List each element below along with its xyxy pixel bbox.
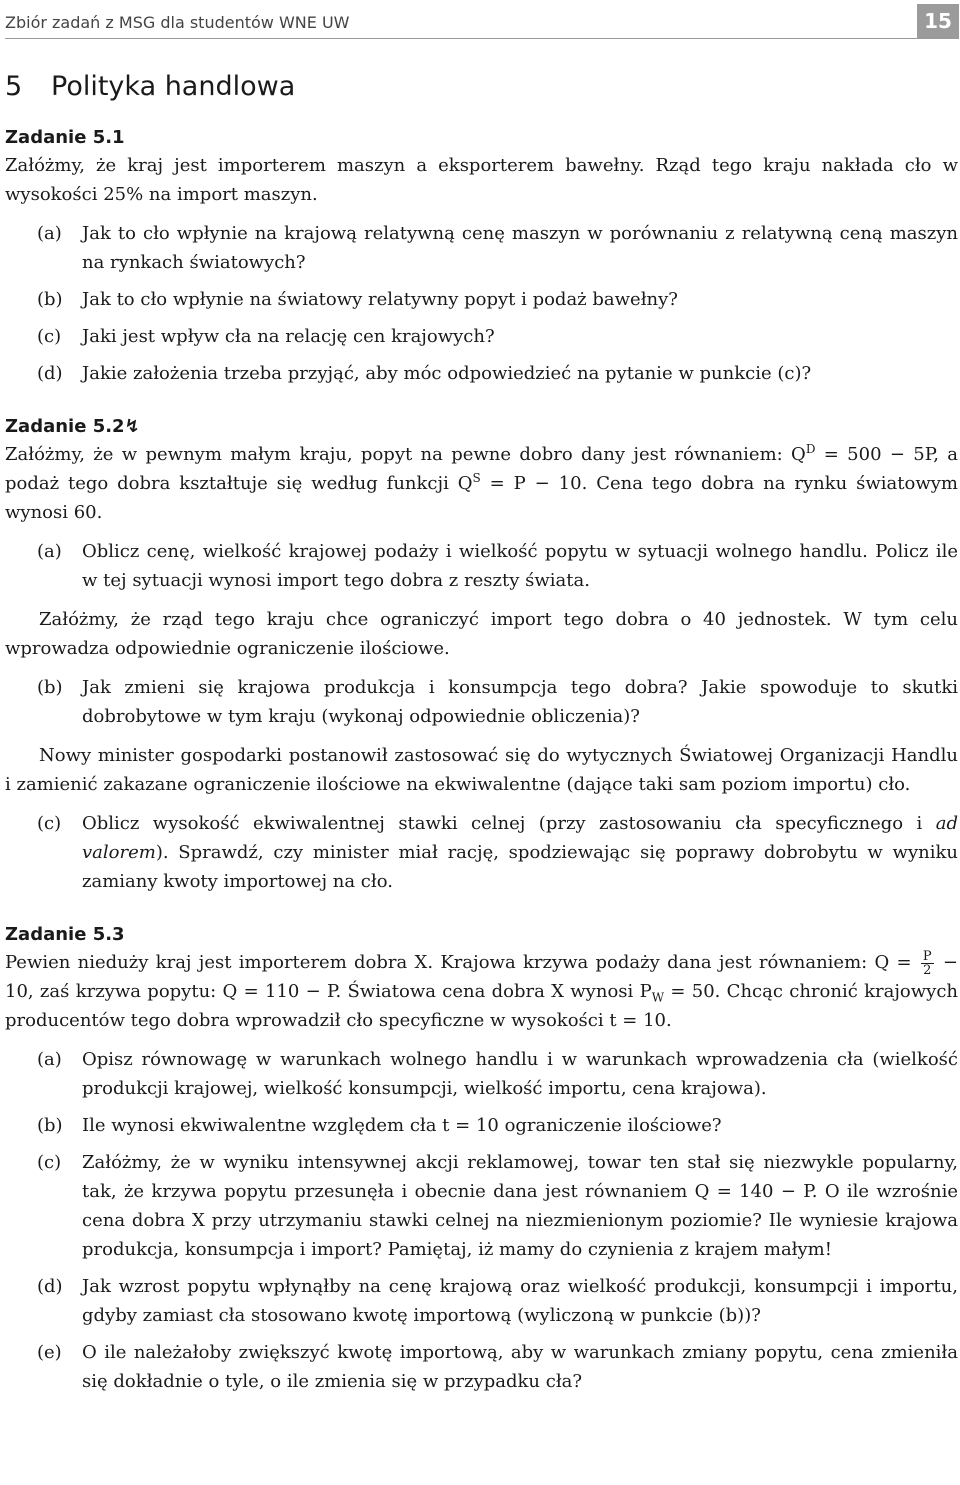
intro-text: Załóżmy, że w pewnym małym kraju, popyt na pewne dobro dany jest równaniem: Q [5,444,806,465]
intro-text: Pewien nieduży kraj jest importerem dobra X. Krajowa krzywa podaży dana jest równaniem: Q = [5,952,919,973]
task-items [5,809,958,896]
fraction [921,950,934,977]
list-item [5,1272,958,1330]
item-label: (e) [37,1342,62,1363]
task-items [5,1045,958,1396]
intro-text: = 500 − 5P, a podaż tego dobra kształtuje się według funkcji Q [5,444,958,494]
item-label: (b) [37,289,63,310]
task-5-2 [5,414,958,896]
item-text: Jak zmieni się krajowa produkcja i konsumpcja tego dobra? Jakie spowoduje to skutki dobrobytowe w tym kraju (wykonaj odpowiednie obliczenia)? [82,677,958,727]
item-label: (c) [37,326,62,347]
item-text: ). Sprawdź, czy minister miał rację, spodziewając się poprawy dobrobytu w wyniku zamiany kwoty importowej na cło. [82,842,958,892]
section-name: Polityka handlowa [51,71,296,102]
item-label: (b) [37,1115,63,1136]
item-text: Jak to cło wpłynie na światowy relatywny popyt i podaż bawełny? [82,289,678,310]
superscript-d: D [805,442,816,456]
task-items [5,537,958,595]
section-number: 5 [5,71,23,102]
paragraph: Załóżmy, że rząd tego kraju chce ograniczyć import tego dobra o 40 jednostek. W tym celu wprowadza odpowiednie ograniczenie ilościowe. [5,609,958,659]
page-content [5,72,958,1422]
item-label: (d) [37,363,63,384]
list-item [5,285,958,314]
book-title: Zbiór zadań z MSG dla studentów WNE UW [5,13,350,32]
list-item [5,1045,958,1103]
task-intro [5,948,958,1035]
intro-text: = P − 10. Cena tego dobra na rynku światowym wynosi 60. [5,473,958,523]
item-label: (d) [37,1276,63,1297]
item-text: Jak wzrost popytu wpłynąłby na cenę krajową oraz wielkość produkcji, konsumpcji i importu, gdyby zamiast cła stosowano kwotę importową (wyliczoną w punkcie (b))? [82,1276,958,1326]
task-intro [5,440,958,527]
item-label: (a) [37,1049,62,1070]
item-text: Oblicz cenę, wielkość krajowej podaży i wielkość popytu w sytuacji wolnego handlu. Policz ile w tej sytuacji wynosi import tego dobra z reszty świata. [82,541,958,591]
page-number-badge: 15 [917,4,959,38]
superscript-s: S [472,471,481,485]
item-label: (a) [37,223,62,244]
item-label: (a) [37,541,62,562]
item-text: Opisz równowagę w warunkach wolnego handlu i w warunkach wprowadzenia cła (wielkość produkcji krajowej, wielkość konsumpcji, wielkość importu, cena krajowa). [82,1049,958,1099]
intro-text: − 10, zaś krzywa popytu: Q = 110 − P. Światowa cena dobra X wynosi P [5,952,958,1002]
list-item [5,219,958,277]
list-item [5,1148,958,1264]
subscript-w: W [651,990,665,1005]
list-item [5,359,958,388]
list-item [5,1111,958,1140]
intro-text: = 50. Chcąc chronić krajowych producentów tego dobra wprowadził cło specyficzne w wysokości t = 10. [5,981,958,1031]
item-text: Załóżmy, że w wyniku intensywnej akcji reklamowej, towar ten stał się niezwykle popularny, tak, że krzywa popytu przesunęła i obecnie dana jest równaniem Q = 140 − P. O ile wzrośnie cena dobra X przy utrzymaniu stawki celnej na niezmienionym poziomie? Ile wyniesie krajowa produkcja, konsumpcja i import? Pamiętaj, iż mamy do czynienia z krajem małym! [82,1152,958,1260]
list-item [5,322,958,351]
list-item [5,673,958,731]
item-text: O ile należałoby zwiększyć kwotę importową, aby w warunkach zmiany popytu, cena zmieniła się dokładnie o tyle, o ile zmienia się w przypadku cła? [82,1342,958,1392]
task-heading: Zadanie 5.2↯ [5,416,140,437]
task-intro: Załóżmy, że kraj jest importerem maszyn a eksporterem bawełny. Rząd tego kraju nakłada cło w wysokości 25% na import maszyn. [5,155,958,205]
list-item [5,537,958,595]
list-item [5,1338,958,1396]
item-text: Jakie założenia trzeba przyjąć, aby móc odpowiedzieć na pytanie w punkcie (c)? [82,363,812,384]
item-text: Oblicz wysokość ekwiwalentnej stawki celnej (przy zastosowaniu cła specyficznego i [82,813,936,834]
paragraph: Nowy minister gospodarki postanowił zastosować się do wytycznych Światowej Organizacji Handlu i zamienić zakazane ograniczenie ilościowe na ekwiwalentne (dające taki sam poziom importu) cło. [5,745,958,795]
item-text: Jak to cło wpłynie na krajową relatywną cenę maszyn w porównaniu z relatywną ceną maszyn na rynkach światowych? [82,223,958,273]
task-5-1 [5,125,958,388]
section-title [5,72,958,101]
list-item [5,809,958,896]
task-items [5,673,958,731]
fraction-numerator: P [922,948,932,964]
item-label: (c) [37,1152,62,1173]
item-label: (b) [37,677,63,698]
fraction-denominator: 2 [923,962,932,978]
item-text-italic: ad valorem [82,813,958,863]
task-heading: Zadanie 5.3 [5,924,125,945]
item-text: Jaki jest wpływ cła na relację cen krajowych? [82,326,495,347]
item-text: Ile wynosi ekwiwalentne względem cła t = 10 ograniczenie ilościowe? [82,1115,722,1136]
task-5-3 [5,922,958,1396]
task-heading: Zadanie 5.1 [5,127,125,148]
page-header [5,4,959,39]
task-items [5,219,958,388]
item-label: (c) [37,813,62,834]
